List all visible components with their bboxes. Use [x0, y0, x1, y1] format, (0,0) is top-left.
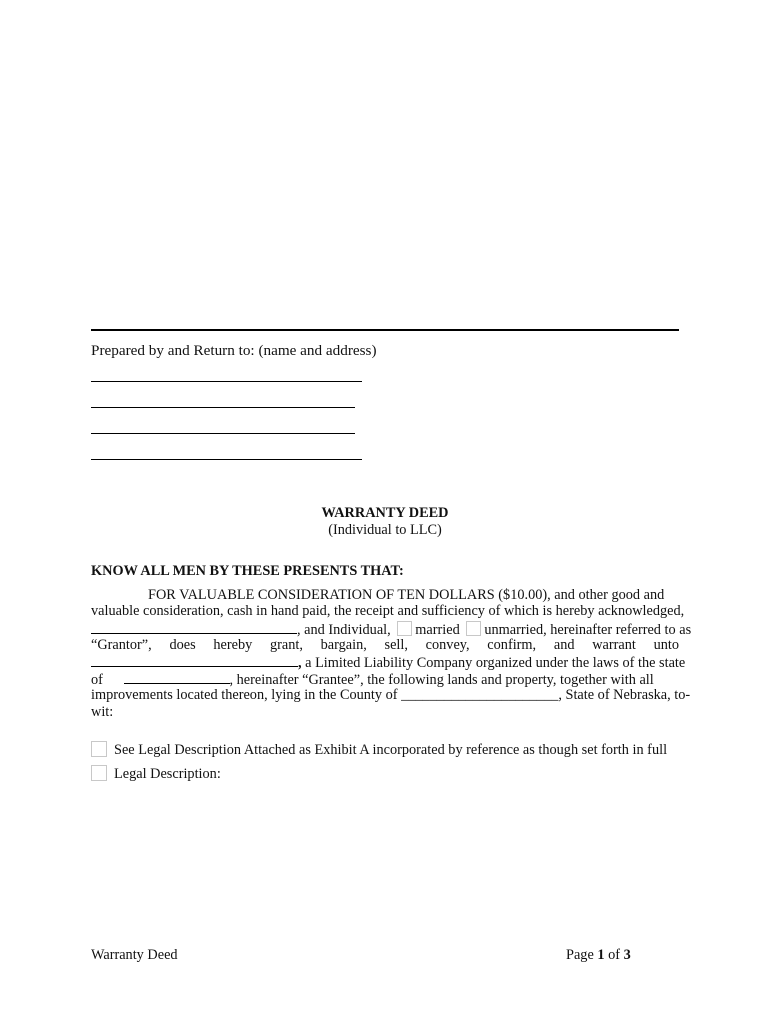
- grantor-word-0: “Grantor”,: [91, 637, 152, 653]
- address-line-1[interactable]: [91, 381, 362, 382]
- of-word-footer: of: [608, 947, 621, 963]
- to-wit-text: wit:: [91, 704, 114, 720]
- acknowledgement-text: valuable consideration, cash in hand paid, the receipt and sufficiency of which is hereby acknowledged,: [91, 603, 685, 619]
- paragraph-line-1: [148, 587, 679, 604]
- unmarried-label: unmarried, hereinafter referred to as: [484, 622, 692, 638]
- county-text: improvements located thereon, lying in the County of ______________________, State of Nebraska, to-: [91, 687, 691, 703]
- grantor-name-blank[interactable]: [91, 620, 297, 634]
- page-total: 3: [623, 947, 631, 963]
- grantee-name-blank[interactable]: [91, 653, 298, 667]
- grantor-word-2: hereby: [213, 637, 253, 653]
- grantor-word-1: does: [169, 637, 196, 653]
- page-current: 1: [597, 947, 605, 963]
- document-title: WARRANTY DEED: [321, 505, 449, 521]
- legal-description-checkbox[interactable]: [91, 765, 107, 781]
- grantor-word-9: warrant: [592, 637, 636, 653]
- married-label: married: [415, 622, 460, 638]
- and-individual-text: , and Individual,: [297, 622, 391, 638]
- paragraph-line-6: [91, 670, 679, 687]
- legal-description-label: Legal Description:: [114, 766, 221, 782]
- address-line-3[interactable]: [91, 433, 355, 434]
- grantor-word-4: bargain,: [320, 637, 367, 653]
- married-checkbox[interactable]: [397, 621, 412, 636]
- footer-document-name: Warranty Deed: [91, 947, 178, 963]
- paragraph-line-3: [91, 620, 692, 638]
- grantee-comma: ,: [298, 655, 302, 671]
- exhibit-a-checkbox[interactable]: [91, 741, 107, 757]
- conveyance-paragraph: [91, 587, 692, 727]
- grantor-word-6: convey,: [425, 637, 470, 653]
- paragraph-line-7: [91, 687, 691, 704]
- paragraph-line-2: [91, 603, 685, 620]
- top-divider: [91, 329, 679, 331]
- unmarried-checkbox[interactable]: [466, 621, 481, 636]
- footer-page-number: [566, 947, 631, 964]
- paragraph-line-4: [91, 637, 679, 654]
- grantor-word-10: unto: [653, 637, 679, 653]
- address-line-2[interactable]: [91, 407, 355, 408]
- grantor-word-8: and: [553, 637, 575, 653]
- consideration-text: FOR VALUABLE CONSIDERATION OF TEN DOLLARS ($10.00), and other good and: [148, 587, 665, 603]
- page-word: Page: [566, 947, 594, 963]
- grantee-text: , hereinafter “Grantee”, the following lands and property, together with all: [229, 672, 654, 688]
- llc-text: a Limited Liability Company organized under the laws of the state: [305, 655, 686, 671]
- grantor-word-5: sell,: [384, 637, 408, 653]
- address-line-4[interactable]: [91, 459, 362, 460]
- prepared-by-label: Prepared by and Return to: (name and address): [91, 342, 377, 359]
- exhibit-a-label: See Legal Description Attached as Exhibit A incorporated by reference as though set forth in full: [114, 742, 668, 758]
- document-subtitle: (Individual to LLC): [328, 522, 442, 538]
- grantor-word-7: confirm,: [487, 637, 537, 653]
- state-blank[interactable]: [124, 670, 230, 684]
- know-all-men-heading: KNOW ALL MEN BY THESE PRESENTS THAT:: [91, 563, 404, 579]
- of-word: of: [91, 672, 103, 688]
- paragraph-line-5: [91, 653, 686, 671]
- paragraph-line-8: [91, 704, 679, 721]
- grantor-word-3: grant,: [269, 637, 303, 653]
